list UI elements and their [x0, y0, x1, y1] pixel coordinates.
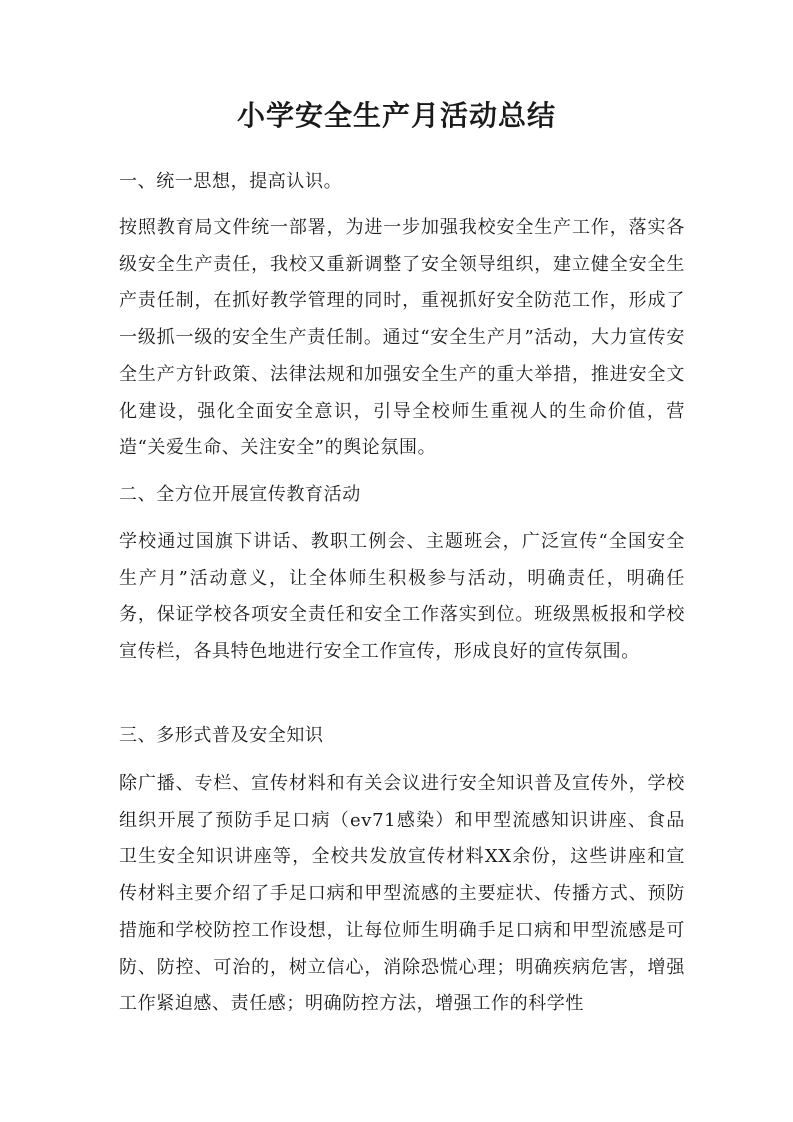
section-paragraph-3: 除广播、专栏、宣传材料和有关会议进行安全知识普及宣传外，学校组织开展了预防手足口病（ev71感染）和甲型流感知识讲座、食品卫生安全知识讲座等，全校共发放宣传材料XX余份，这些讲座和宣传材料主要介绍了手足口病和甲型流感的主要症状、传播方式、预防措施和学校防控工作设想，让每位师生明确手足口病和甲型流感是可防、防控、可治的，树立信心，消除恐慌心理；明确疾病危害，增强工作紧迫感、责任感；明确防控方法，增强工作的科学性 — [119, 773, 685, 1015]
document-title: 小学安全生产月活动总结 — [236, 99, 556, 132]
section-paragraph-1: 按照教育局文件统一部署，为进一步加强我校安全生产工作，落实各级安全生产责任，我校又重新调整了安全领导组织，建立健全安全生产责任制，在抓好教学管理的同时，重视抓好安全防范工作，形成了一级抓一级的安全生产责任制。通过“安全生产月”活动，大力宣传安全生产方针政策、法律法规和加强安全生产的重大举措，推进安全文化建设，强化全面安全意识，引导全校师生重视人的生命价值，营造“关爱生命、关注安全”的舆论氛围。 — [119, 217, 685, 459]
section-paragraph-2: 学校通过国旗下讲话、教职工例会、主题班会，广泛宣传“全国安全生产月”活动意义，让全体师生积极参与活动，明确责任，明确任务，保证学校各项安全责任和安全工作落实到位。班级黑板报和学校宣传栏，各具特色地进行安全工作宣传，形成良好的宣传氛围。 — [119, 531, 685, 663]
section-heading-1: 一、统一思想，提高认识。 — [119, 171, 343, 192]
section-heading-3: 三、多形式普及安全知识 — [119, 725, 324, 746]
section-heading-2: 二、全方位开展宣传教育活动 — [119, 484, 361, 505]
